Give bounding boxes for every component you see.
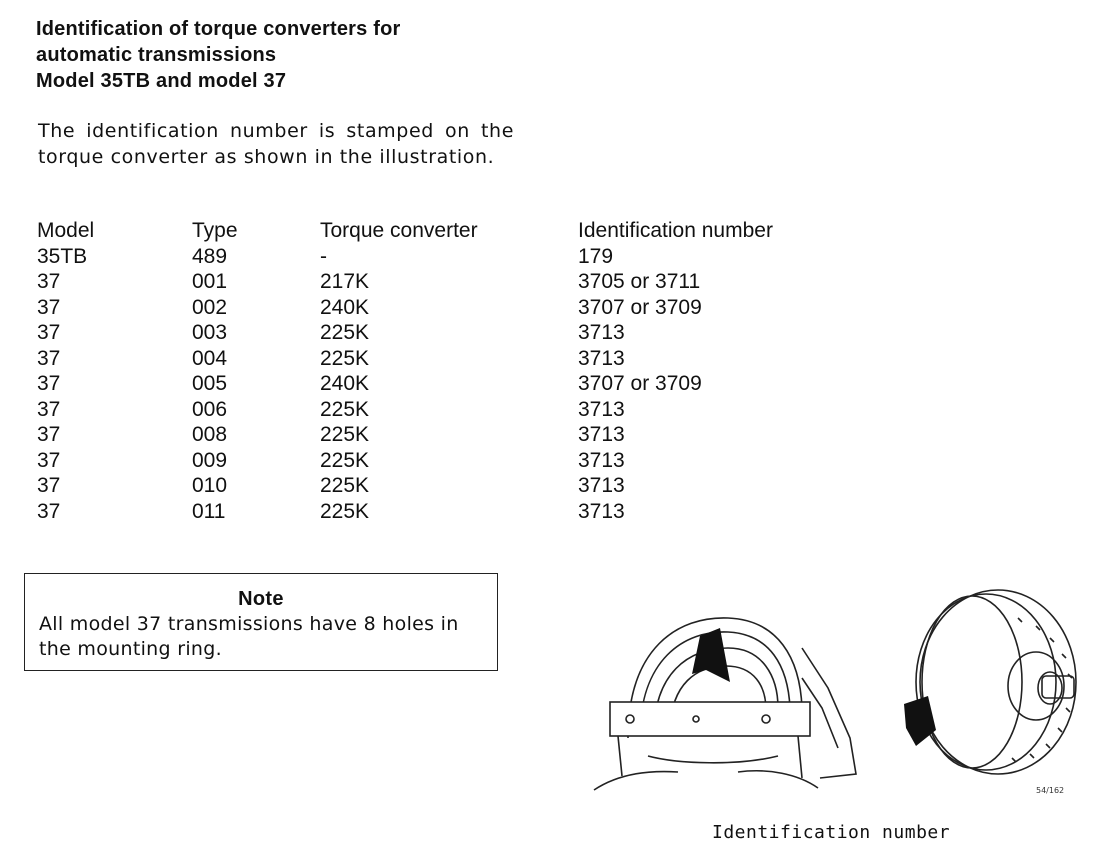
table-row xyxy=(37,269,838,295)
note-body: All model 37 transmissions have 8 holes in the mounting ring. xyxy=(39,613,459,660)
cell-identification-number: 3705 or 3711 xyxy=(578,270,701,293)
title-line-2: automatic transmissions xyxy=(36,44,277,66)
cell-model: 37 xyxy=(37,448,61,472)
cell-type: 002 xyxy=(192,295,228,319)
cell-model: 37 xyxy=(37,346,61,370)
cell-type: 003 xyxy=(192,321,228,344)
cell-torque-converter: - xyxy=(320,244,327,268)
cell-identification-number: 3713 xyxy=(578,499,625,523)
header-identification-number: Identification number xyxy=(578,219,773,242)
cell-identification-number: 3713 xyxy=(578,474,625,497)
cell-identification-number: 3713 xyxy=(578,321,625,344)
table-row xyxy=(37,371,838,397)
cell-model: 37 xyxy=(37,270,61,293)
cell-model: 37 xyxy=(37,397,61,421)
converter-table xyxy=(37,218,838,524)
cell-identification-number: 3707 or 3709 xyxy=(578,295,702,319)
cell-identification-number: 3713 xyxy=(578,448,625,472)
cell-torque-converter: 225K xyxy=(320,448,370,472)
cell-type: 010 xyxy=(192,474,228,497)
cell-model: 37 xyxy=(37,295,61,319)
cell-model: 37 xyxy=(37,372,61,395)
table-row xyxy=(37,448,838,474)
intro-paragraph: The identification number is stamped on the torque converter as shown in the illustration. xyxy=(38,120,514,168)
torque-converter-illustration xyxy=(588,578,1088,800)
cell-torque-converter: 240K xyxy=(320,295,370,319)
cell-torque-converter: 225K xyxy=(320,397,370,421)
header-type: Type xyxy=(192,219,238,242)
table-row xyxy=(37,473,838,499)
table-row xyxy=(37,397,838,423)
table-row xyxy=(37,295,838,321)
cell-torque-converter: 225K xyxy=(320,346,370,370)
table-row xyxy=(37,422,838,448)
table-row xyxy=(37,320,838,346)
cell-torque-converter: 225K xyxy=(320,321,370,344)
cell-model: 37 xyxy=(37,474,61,497)
cell-identification-number: 3713 xyxy=(578,346,625,370)
cell-type: 004 xyxy=(192,346,228,370)
cell-type: 489 xyxy=(192,244,228,268)
cell-model: 37 xyxy=(37,499,61,523)
table-row xyxy=(37,346,838,372)
cell-type: 011 xyxy=(192,499,226,523)
cell-torque-converter: 225K xyxy=(320,474,370,497)
cell-torque-converter: 225K xyxy=(320,423,370,446)
table-row xyxy=(37,244,838,270)
cell-model: 37 xyxy=(37,321,61,344)
title-line-3: Model 35TB and model 37 xyxy=(36,70,287,92)
cell-type: 008 xyxy=(192,423,228,446)
cell-type: 009 xyxy=(192,448,228,472)
note-box xyxy=(24,573,498,671)
cell-identification-number: 3713 xyxy=(578,397,625,421)
table-row xyxy=(37,499,838,525)
cell-model: 35TB xyxy=(37,244,88,268)
cell-type: 001 xyxy=(192,270,228,293)
header-model: Model xyxy=(37,219,95,242)
cell-torque-converter: 240K xyxy=(320,372,370,395)
cell-identification-number: 179 xyxy=(578,244,614,268)
note-heading: Note xyxy=(238,588,284,610)
figure-caption: Identification number xyxy=(712,822,951,843)
title-line-1: Identification of torque converters for xyxy=(36,18,401,40)
document-title xyxy=(36,16,401,94)
cell-torque-converter: 217K xyxy=(320,270,370,293)
cell-identification-number: 3707 or 3709 xyxy=(578,372,702,395)
cell-model: 37 xyxy=(37,423,61,446)
illustration-drawing xyxy=(588,578,1088,800)
figure-reference-number: 54/162 xyxy=(1036,786,1065,795)
table-header-row xyxy=(37,218,838,244)
cell-identification-number: 3713 xyxy=(578,423,625,446)
cell-type: 005 xyxy=(192,372,228,395)
cell-torque-converter: 225K xyxy=(320,499,370,523)
header-torque-converter: Torque converter xyxy=(320,219,478,242)
cell-type: 006 xyxy=(192,397,228,421)
